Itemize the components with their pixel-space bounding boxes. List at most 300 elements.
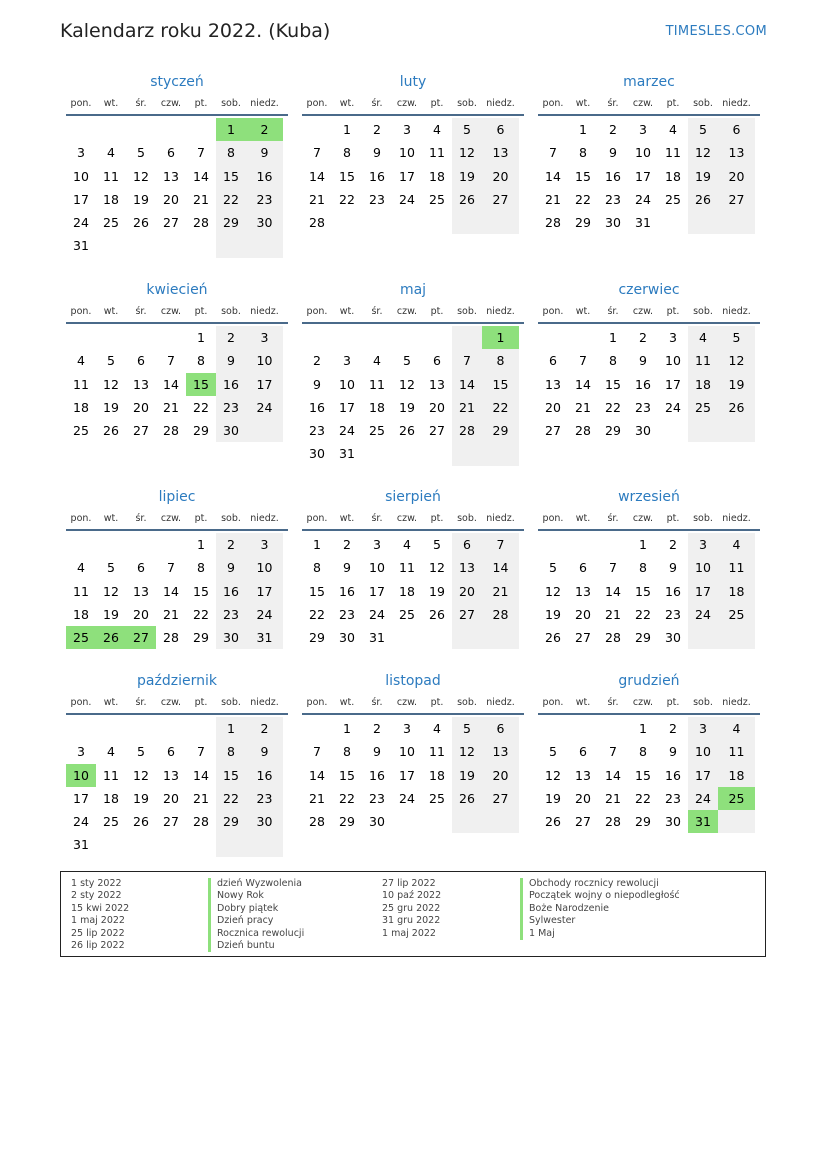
empty-day-cell <box>598 533 628 556</box>
day-cell: 8 <box>313 560 321 576</box>
day-cell: 6 <box>137 560 145 576</box>
day-cell: 12 <box>545 583 561 599</box>
month-name: styczeń <box>150 74 204 90</box>
day-cell: 21 <box>545 191 561 207</box>
weekday-label: niedz. <box>722 306 751 317</box>
weekday-label: pt. <box>430 513 444 524</box>
empty-day-cell <box>96 717 126 740</box>
day-cell: 14 <box>605 767 621 783</box>
weekday-header <box>538 693 760 715</box>
holiday-day-cell: 31 <box>688 810 718 833</box>
day-cell: 21 <box>163 399 179 415</box>
legend-holiday-name: 1 Maj <box>520 928 680 940</box>
empty-day-cell <box>126 717 156 740</box>
day-cell: 15 <box>339 767 355 783</box>
weekday-label: pt. <box>430 697 444 708</box>
weekday-label: niedz. <box>250 306 279 317</box>
week-row <box>538 165 760 188</box>
day-cell: 5 <box>452 118 482 141</box>
day-cell: 2 <box>373 122 381 137</box>
day-cell: 19 <box>133 790 149 806</box>
holiday-day-cell: 26 <box>96 626 126 649</box>
empty-day-cell <box>568 533 598 556</box>
day-cell: 13 <box>575 583 591 599</box>
day-cell: 24 <box>246 603 283 626</box>
empty-day-cell <box>568 326 598 349</box>
weekday-label: czw. <box>632 697 654 708</box>
day-cell: 1 <box>197 537 205 552</box>
day-cell: 30 <box>635 423 651 439</box>
day-cell: 30 <box>216 419 246 442</box>
day-cell: 13 <box>133 376 149 392</box>
week-row <box>66 211 288 234</box>
week-row <box>66 717 288 740</box>
weekday-label: niedz. <box>250 513 279 524</box>
weekday-header <box>538 94 760 116</box>
day-cell: 8 <box>579 145 587 161</box>
week-row <box>66 740 288 763</box>
day-cell: 27 <box>133 423 149 439</box>
day-cell: 13 <box>133 583 149 599</box>
legend-date: 31 gru 2022 <box>382 915 441 927</box>
day-cell: 13 <box>429 376 445 392</box>
month-days <box>538 533 760 649</box>
day-cell: 20 <box>545 399 561 415</box>
day-cell: 11 <box>73 583 89 599</box>
day-cell: 25 <box>369 423 385 439</box>
day-cell: 1 <box>197 330 205 345</box>
day-cell: 23 <box>216 396 246 419</box>
day-cell: 17 <box>246 373 283 396</box>
day-cell: 23 <box>605 191 621 207</box>
empty-day-cell <box>126 118 156 141</box>
legend-date: 1 maj 2022 <box>382 927 436 939</box>
legend-holiday-name: Dzień pracy <box>208 915 304 927</box>
month-name: luty <box>399 74 427 90</box>
empty-day-cell <box>482 442 519 465</box>
day-cell: 21 <box>605 790 621 806</box>
day-cell: 11 <box>718 556 755 579</box>
weekday-header <box>66 693 288 715</box>
weekday-label: pt. <box>194 306 208 317</box>
day-cell: 3 <box>688 717 718 740</box>
weekday-label: śr. <box>371 513 383 524</box>
day-cell: 21 <box>309 191 325 207</box>
day-cell: 1 <box>639 721 647 736</box>
day-cell: 16 <box>216 373 246 396</box>
day-cell: 24 <box>399 191 415 207</box>
week-row <box>66 188 288 211</box>
day-cell: 11 <box>718 740 755 763</box>
day-cell: 31 <box>369 630 385 646</box>
day-cell: 30 <box>605 215 621 231</box>
day-cell: 6 <box>433 353 441 369</box>
day-cell: 6 <box>137 353 145 369</box>
empty-day-cell <box>452 326 482 349</box>
day-cell: 7 <box>167 353 175 369</box>
day-cell: 10 <box>399 145 415 161</box>
day-cell: 26 <box>429 606 445 622</box>
empty-day-cell <box>482 626 519 649</box>
day-cell: 5 <box>137 744 145 760</box>
day-cell: 11 <box>429 744 445 760</box>
weekday-label: niedz. <box>486 513 515 524</box>
week-row <box>302 533 524 556</box>
empty-day-cell <box>688 211 718 234</box>
month-name: wrzesień <box>618 489 680 505</box>
week-row <box>538 373 760 396</box>
week-row <box>66 326 288 349</box>
day-cell: 8 <box>216 141 246 164</box>
day-cell: 20 <box>575 606 591 622</box>
weekday-label: pt. <box>430 98 444 109</box>
day-cell: 17 <box>399 767 415 783</box>
day-cell: 2 <box>246 717 283 740</box>
day-cell: 21 <box>309 790 325 806</box>
holiday-legend <box>60 871 766 957</box>
day-cell: 16 <box>665 767 681 783</box>
day-cell: 22 <box>309 606 325 622</box>
week-row <box>66 810 288 833</box>
day-cell: 23 <box>665 606 681 622</box>
legend-date: 1 sty 2022 <box>71 878 122 889</box>
day-cell: 3 <box>77 744 85 760</box>
weekday-label: pon. <box>542 513 564 524</box>
day-cell: 2 <box>373 721 381 736</box>
day-cell: 6 <box>549 353 557 369</box>
week-row <box>538 326 760 349</box>
day-cell: 20 <box>482 764 519 787</box>
page-title: Kalendarz roku 2022. (Kuba) <box>60 20 331 42</box>
day-cell: 30 <box>216 626 246 649</box>
day-cell: 17 <box>73 191 89 207</box>
weekday-label: wt. <box>575 513 591 524</box>
week-row <box>66 787 288 810</box>
month-block <box>66 278 288 442</box>
day-cell: 19 <box>133 191 149 207</box>
weekday-label: czw. <box>160 697 182 708</box>
week-row <box>302 141 524 164</box>
week-row <box>302 787 524 810</box>
weekday-label: wt. <box>575 697 591 708</box>
day-cell: 3 <box>343 353 351 369</box>
day-cell: 17 <box>688 764 718 787</box>
empty-day-cell <box>126 234 156 257</box>
month-name: sierpień <box>385 489 441 505</box>
weekday-header <box>538 509 760 531</box>
empty-day-cell <box>246 234 283 257</box>
day-cell: 23 <box>369 191 385 207</box>
weekday-header <box>66 94 288 116</box>
empty-day-cell <box>186 833 216 856</box>
day-cell: 7 <box>452 349 482 372</box>
day-cell: 17 <box>688 580 718 603</box>
week-row <box>302 349 524 372</box>
day-cell: 12 <box>429 560 445 576</box>
legend-date: 27 lip 2022 <box>382 878 436 889</box>
week-row <box>66 580 288 603</box>
day-cell: 15 <box>575 168 591 184</box>
day-cell: 16 <box>246 165 283 188</box>
day-cell: 29 <box>193 630 209 646</box>
day-cell: 8 <box>216 740 246 763</box>
empty-day-cell <box>452 626 482 649</box>
day-cell: 9 <box>373 744 381 760</box>
month-days <box>302 326 524 466</box>
empty-day-cell <box>392 626 422 649</box>
day-cell: 16 <box>665 583 681 599</box>
day-cell: 28 <box>309 215 325 231</box>
week-row <box>538 740 760 763</box>
day-cell: 22 <box>216 787 246 810</box>
day-cell: 2 <box>343 537 351 552</box>
day-cell: 12 <box>545 767 561 783</box>
day-cell: 4 <box>107 145 115 161</box>
day-cell: 26 <box>452 188 482 211</box>
weekday-label: sob. <box>221 697 241 708</box>
legend-date-column <box>382 878 441 940</box>
day-cell: 1 <box>609 330 617 345</box>
weekday-label: niedz. <box>250 98 279 109</box>
weekday-label: śr. <box>371 306 383 317</box>
day-cell: 21 <box>575 399 591 415</box>
weekday-label: pt. <box>194 513 208 524</box>
month-block <box>302 485 524 649</box>
weekday-label: śr. <box>371 98 383 109</box>
empty-day-cell <box>422 626 452 649</box>
day-cell: 27 <box>429 423 445 439</box>
day-cell: 31 <box>246 626 283 649</box>
month-name: grudzień <box>618 673 680 689</box>
day-cell: 5 <box>433 537 441 552</box>
weekday-label: wt. <box>575 306 591 317</box>
day-cell: 28 <box>163 423 179 439</box>
day-cell: 7 <box>197 145 205 161</box>
day-cell: 3 <box>403 721 411 736</box>
month-days <box>302 717 524 833</box>
day-cell: 7 <box>549 145 557 161</box>
day-cell: 8 <box>197 560 205 576</box>
legend-date: 15 kwi 2022 <box>71 902 130 914</box>
day-cell: 2 <box>609 122 617 137</box>
week-row <box>66 396 288 419</box>
weekday-label: niedz. <box>486 98 515 109</box>
day-cell: 18 <box>103 191 119 207</box>
legend-date: 25 lip 2022 <box>71 927 125 939</box>
day-cell: 13 <box>482 740 519 763</box>
weekday-header <box>302 94 524 116</box>
legend-holiday-name: Początek wojny o niepodległość <box>520 890 680 902</box>
week-row <box>66 349 288 372</box>
weekday-label: niedz. <box>486 306 515 317</box>
day-cell: 2 <box>216 533 246 556</box>
day-cell: 26 <box>133 814 149 830</box>
day-cell: 15 <box>605 376 621 392</box>
day-cell: 15 <box>635 767 651 783</box>
day-cell: 25 <box>429 191 445 207</box>
week-row <box>66 118 288 141</box>
week-row <box>66 373 288 396</box>
day-cell: 21 <box>193 191 209 207</box>
day-cell: 28 <box>193 814 209 830</box>
day-cell: 16 <box>216 580 246 603</box>
day-cell: 2 <box>669 721 677 736</box>
day-cell: 10 <box>339 376 355 392</box>
legend-holiday-name: Obchody rocznicy rewolucji <box>520 878 680 890</box>
day-cell: 19 <box>452 764 482 787</box>
day-cell: 9 <box>216 349 246 372</box>
weekday-label: pon. <box>306 513 328 524</box>
day-cell: 6 <box>579 560 587 576</box>
day-cell: 5 <box>137 145 145 161</box>
day-cell: 4 <box>77 353 85 369</box>
day-cell: 29 <box>482 419 519 442</box>
day-cell: 19 <box>429 583 445 599</box>
day-cell: 8 <box>639 744 647 760</box>
empty-day-cell <box>156 833 186 856</box>
day-cell: 14 <box>309 168 325 184</box>
day-cell: 25 <box>103 814 119 830</box>
legend-holiday-name: Dobry piątek <box>208 903 304 915</box>
day-cell: 5 <box>718 326 755 349</box>
day-cell: 5 <box>549 744 557 760</box>
day-cell: 14 <box>193 767 209 783</box>
day-cell: 18 <box>429 767 445 783</box>
day-cell: 19 <box>399 399 415 415</box>
week-row <box>302 603 524 626</box>
day-cell: 17 <box>339 399 355 415</box>
day-cell: 23 <box>216 603 246 626</box>
day-cell: 8 <box>482 349 519 372</box>
day-cell: 9 <box>373 145 381 161</box>
day-cell: 22 <box>339 790 355 806</box>
day-cell: 6 <box>167 744 175 760</box>
holiday-day-cell: 2 <box>246 118 283 141</box>
week-row <box>302 419 524 442</box>
day-cell: 26 <box>452 787 482 810</box>
day-cell: 1 <box>343 721 351 736</box>
weekday-label: pon. <box>542 306 564 317</box>
day-cell: 29 <box>193 423 209 439</box>
brand-link[interactable]: TIMESLES.COM <box>665 24 767 39</box>
empty-day-cell <box>688 419 718 442</box>
day-cell: 11 <box>665 145 681 161</box>
week-row <box>66 165 288 188</box>
day-cell: 14 <box>193 168 209 184</box>
day-cell: 2 <box>669 537 677 552</box>
empty-day-cell <box>216 833 246 856</box>
weekday-label: pt. <box>666 697 680 708</box>
day-cell: 5 <box>452 717 482 740</box>
empty-day-cell <box>66 326 96 349</box>
weekday-label: pon. <box>306 697 328 708</box>
week-row <box>538 533 760 556</box>
day-cell: 12 <box>133 168 149 184</box>
weekday-label: sob. <box>457 306 477 317</box>
day-cell: 29 <box>309 630 325 646</box>
month-days <box>302 533 524 649</box>
week-row <box>66 764 288 787</box>
day-cell: 13 <box>452 556 482 579</box>
empty-day-cell <box>126 326 156 349</box>
day-cell: 14 <box>575 376 591 392</box>
week-row <box>302 211 524 234</box>
day-cell: 18 <box>73 399 89 415</box>
weekday-header <box>66 509 288 531</box>
day-cell: 7 <box>313 744 321 760</box>
week-row <box>538 626 760 649</box>
day-cell: 16 <box>369 767 385 783</box>
weekday-label: śr. <box>607 98 619 109</box>
legend-holiday-name: dzień Wyzwolenia <box>208 878 304 890</box>
day-cell: 11 <box>103 767 119 783</box>
weekday-header <box>302 509 524 531</box>
day-cell: 9 <box>246 141 283 164</box>
day-cell: 4 <box>669 122 677 137</box>
day-cell: 30 <box>339 630 355 646</box>
day-cell: 30 <box>665 814 681 830</box>
day-cell: 12 <box>399 376 415 392</box>
empty-day-cell <box>302 326 332 349</box>
day-cell: 30 <box>246 810 283 833</box>
day-cell: 20 <box>482 165 519 188</box>
day-cell: 27 <box>482 787 519 810</box>
day-cell: 22 <box>575 191 591 207</box>
empty-day-cell <box>96 118 126 141</box>
day-cell: 15 <box>309 583 325 599</box>
day-cell: 7 <box>482 533 519 556</box>
weekday-label: pt. <box>194 697 208 708</box>
week-row <box>302 626 524 649</box>
day-cell: 21 <box>163 606 179 622</box>
empty-day-cell <box>718 211 755 234</box>
day-cell: 20 <box>163 790 179 806</box>
day-cell: 18 <box>399 583 415 599</box>
weekday-label: śr. <box>607 513 619 524</box>
empty-day-cell <box>96 533 126 556</box>
day-cell: 24 <box>688 787 718 810</box>
month-block <box>302 70 524 234</box>
empty-day-cell <box>538 118 568 141</box>
legend-date: 10 paź 2022 <box>382 890 442 902</box>
weekday-label: czw. <box>160 98 182 109</box>
empty-day-cell <box>718 419 755 442</box>
week-row <box>538 580 760 603</box>
legend-name-column <box>520 878 680 940</box>
empty-day-cell <box>362 211 392 234</box>
day-cell: 25 <box>665 191 681 207</box>
day-cell: 18 <box>429 168 445 184</box>
week-row <box>538 141 760 164</box>
day-cell: 14 <box>605 583 621 599</box>
weekday-label: pt. <box>666 513 680 524</box>
legend-date-column <box>71 878 129 952</box>
day-cell: 6 <box>482 717 519 740</box>
day-cell: 7 <box>609 560 617 576</box>
weekday-label: wt. <box>339 98 355 109</box>
day-cell: 7 <box>609 744 617 760</box>
weekday-label: wt. <box>103 98 119 109</box>
day-cell: 26 <box>133 215 149 231</box>
week-row <box>302 764 524 787</box>
day-cell: 27 <box>482 188 519 211</box>
weekday-label: sob. <box>221 98 241 109</box>
week-row <box>302 580 524 603</box>
day-cell: 11 <box>688 349 718 372</box>
legend-date: 1 maj 2022 <box>71 915 125 927</box>
day-cell: 10 <box>665 353 681 369</box>
day-cell: 28 <box>575 423 591 439</box>
